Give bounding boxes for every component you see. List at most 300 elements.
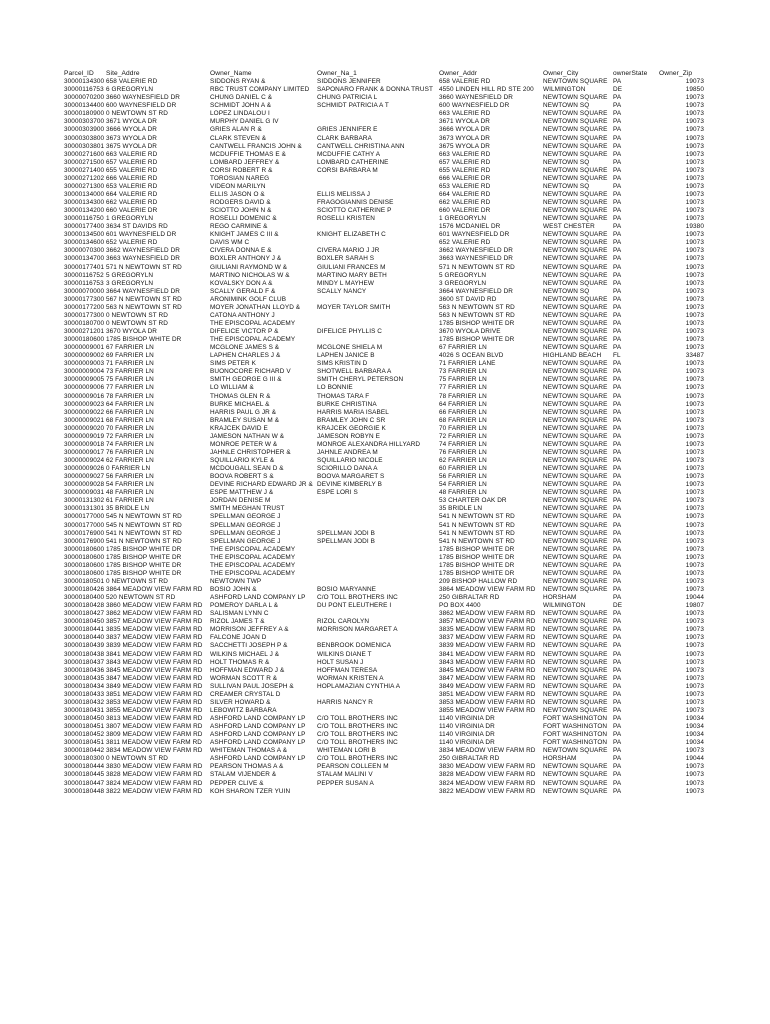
cell-owner-city: NEWTOWN SQUARE <box>543 690 608 698</box>
cell-owner-city: NEWTOWN SQUARE <box>543 626 608 634</box>
cell-owner-city: NEWTOWN SQUARE <box>543 336 608 344</box>
cell-owner-address: 3851 MEADOW VIEW FARM RD <box>439 690 536 698</box>
cell-owner-address: 209 BISHOP HALLOW RD <box>439 577 518 585</box>
cell-owner-city: NEWTOWN SQUARE <box>543 110 608 118</box>
cell-site-address: 70 FARRIER LN <box>106 424 154 432</box>
cell-parcel-id: 30000303900 <box>64 126 105 134</box>
table-row <box>64 457 706 465</box>
cell-owner-name: THE EPISCOPAL ACADEMY <box>210 336 296 344</box>
cell-owner-name: THE EPISCOPAL ACADEMY <box>210 545 296 553</box>
cell-site-address: 66 FARRIER LN <box>106 408 154 416</box>
cell-owner-name-2: SCIOTTO CATHERINE P <box>317 207 392 215</box>
cell-owner-name-2: BOOVA MARGARET S <box>317 473 385 481</box>
cell-owner-state: PA <box>613 223 622 231</box>
cell-owner-address: 1140 VIRGINIA DR <box>439 739 495 747</box>
cell-owner-city: NEWTOWN SQUARE <box>543 586 608 593</box>
cell-owner-address: 3670 WYOLA DRIVE <box>439 328 501 335</box>
cell-owner-address: 54 FARRIER LN <box>439 481 487 489</box>
header-owner-zip: Owner_Zip <box>659 70 693 77</box>
cell-owner-name-2 <box>317 513 439 521</box>
cell-owner-name: ASHFORD LAND COMPANY LP <box>210 755 306 763</box>
cell-owner-city: NEWTOWN SQUARE <box>543 279 608 287</box>
cell-owner-state: PA <box>613 569 622 577</box>
cell-parcel-id: 30000009023 <box>64 400 105 408</box>
cell-site-address: 666 VALERIE RD <box>106 174 158 182</box>
cell-owner-name-2: KRAJCEK GEORGIE K <box>317 424 386 432</box>
table-row <box>64 530 706 538</box>
cell-parcel-id: 30000271400 <box>64 166 105 174</box>
cell-owner-name-2 <box>317 562 439 570</box>
cell-owner-state: PA <box>613 384 622 392</box>
cell-owner-state: PA <box>613 319 622 327</box>
cell-site-address: 3849 MEADOW VIEW FARM RD <box>106 682 203 690</box>
cell-owner-address: 663 VALERIE RD <box>439 110 491 118</box>
cell-owner-city: NEWTOWN SQUARE <box>543 440 608 448</box>
cell-owner-name-2: SHOTWELL BARBARA A <box>317 368 392 376</box>
cell-owner-name: THE EPISCOPAL ACADEMY <box>210 569 296 577</box>
cell-parcel-id: 30000176900 <box>64 537 105 545</box>
cell-owner-city: NEWTOWN SQUARE <box>543 505 608 513</box>
cell-owner-address: 571 N NEWTOWN ST RD <box>439 263 515 271</box>
table-row <box>64 441 706 449</box>
cell-owner-zip: 19044 <box>685 594 704 602</box>
cell-owner-state: PA <box>613 521 622 529</box>
cell-site-address: 600 WAYNESFIELD DR <box>106 102 177 110</box>
header-owner-name: Owner_Name <box>210 70 252 77</box>
cell-owner-address: 1576 MCDANIEL DR <box>439 223 501 231</box>
cell-owner-zip: 19073 <box>685 658 704 666</box>
cell-owner-address: 3835 MEADOW VIEW FARM RD <box>439 626 536 634</box>
cell-owner-state: PA <box>613 408 622 416</box>
cell-owner-name: JAHNLE CHRISTOPHER & <box>210 448 291 456</box>
cell-owner-zip: 19073 <box>685 440 704 448</box>
cell-parcel-id: 30000180451 <box>64 739 105 747</box>
cell-parcel-id: 30000009026 <box>64 465 105 473</box>
cell-owner-name-2: C/O TOLL BROTHERS INC <box>317 715 398 722</box>
cell-site-address: 54 FARRIER LN <box>106 481 154 489</box>
cell-site-address: 3666 WYOLA DR <box>106 126 158 134</box>
cell-owner-city: NEWTOWN SQUARE <box>543 215 608 223</box>
cell-owner-city: NEWTOWN SQUARE <box>543 537 608 545</box>
cell-owner-name: ASHFORD LAND COMPANY LP <box>210 715 306 722</box>
cell-owner-name-2: C/O TOLL BROTHERS INC <box>317 731 398 739</box>
cell-owner-name-2: CIVERA MARIO J JR <box>317 247 380 255</box>
cell-owner-name-2: SMITH CHERYL PETERSON <box>317 376 404 384</box>
table-row <box>64 578 706 586</box>
parcel-table-sheet <box>64 70 704 796</box>
cell-owner-zip: 19073 <box>685 432 704 440</box>
cell-owner-zip: 19073 <box>685 650 704 658</box>
cell-site-address: 3663 WAYNESFIELD DR <box>106 255 180 263</box>
cell-owner-state: PA <box>613 416 622 424</box>
cell-owner-state: PA <box>613 440 622 448</box>
cell-owner-zip: 19073 <box>685 408 704 416</box>
cell-owner-zip: 19073 <box>685 424 704 432</box>
cell-owner-name: CORSI ROBERT R & <box>210 166 273 174</box>
cell-owner-state: PA <box>613 634 622 642</box>
cell-owner-state: PA <box>613 561 622 569</box>
cell-owner-name-2 <box>317 546 439 554</box>
table-row <box>64 320 706 328</box>
cell-owner-zip: 19073 <box>685 618 704 626</box>
cell-owner-name: ELLIS JASON O & <box>210 190 265 198</box>
cell-site-address: 601 WAYNESFIELD DR <box>106 231 177 239</box>
cell-owner-state: DE <box>613 602 623 610</box>
cell-site-address: 1 GREGORYLN <box>106 215 154 223</box>
table-row <box>64 417 706 425</box>
table-row <box>64 594 706 602</box>
cell-owner-state: PA <box>613 489 622 497</box>
cell-owner-state: PA <box>613 336 622 344</box>
cell-parcel-id: 30000177300 <box>64 311 105 319</box>
cell-owner-address: 563 N NEWTOWN ST RD <box>439 303 515 311</box>
cell-owner-address: 563 N NEWTOWN ST RD <box>439 311 515 319</box>
cell-parcel-id: 30000009020 <box>64 424 105 432</box>
cell-parcel-id: 30000009003 <box>64 360 105 368</box>
cell-owner-name: SULLIVAN PAUL JOSEPH & <box>210 682 294 690</box>
cell-owner-city: NEWTOWN SQUARE <box>543 545 608 553</box>
table-row <box>64 336 706 344</box>
cell-site-address: 3841 MEADOW VIEW FARM RD <box>106 650 203 658</box>
cell-parcel-id: 30000180437 <box>64 658 105 666</box>
cell-owner-state: PA <box>613 199 622 206</box>
table-row <box>64 522 706 530</box>
cell-site-address: 3837 MEADOW VIEW FARM RD <box>106 634 203 642</box>
table-row <box>64 505 706 513</box>
cell-owner-name: LEBOWITZ BARBARA <box>210 706 277 714</box>
cell-parcel-id: 30000180451 <box>64 723 105 731</box>
cell-owner-city: FORT WASHINGTON <box>543 715 608 722</box>
cell-owner-city: HIGHLAND BEACH <box>543 352 602 360</box>
cell-site-address: 662 VALERIE RD <box>106 199 158 206</box>
cell-parcel-id: 30000009017 <box>64 448 105 456</box>
cell-owner-city: NEWTOWN SQUARE <box>543 771 608 779</box>
cell-owner-state: PA <box>613 118 622 126</box>
cell-owner-state: PA <box>613 376 622 384</box>
cell-owner-address: 1785 BISHOP WHITE DR <box>439 561 515 569</box>
cell-site-address: 3822 MEADOW VIEW FARM RD <box>106 787 203 795</box>
cell-owner-name: ASHFORD LAND COMPANY LP <box>210 739 306 747</box>
cell-owner-address: 70 FARRIER LN <box>439 424 487 432</box>
cell-parcel-id: 30000009018 <box>64 440 105 448</box>
cell-owner-address: 3662 WAYNESFIELD DR <box>439 247 513 255</box>
cell-owner-city: NEWTOWN SQUARE <box>543 513 608 521</box>
cell-owner-name-2 <box>317 336 439 344</box>
cell-owner-city: NEWTOWN SQ <box>543 102 590 110</box>
cell-owner-address: 1785 BISHOP WHITE DR <box>439 569 515 577</box>
cell-owner-name-2: RIZOL CAROLYN <box>317 618 370 626</box>
cell-parcel-id: 30000271201 <box>64 328 105 335</box>
cell-owner-address: 660 VALERIE DR <box>439 207 491 215</box>
cell-owner-name-2 <box>317 312 439 320</box>
cell-owner-address: 3855 MEADOW VIEW FARM RD <box>439 706 536 714</box>
cell-site-address: 3847 MEADOW VIEW FARM RD <box>106 674 203 682</box>
cell-owner-name-2 <box>317 707 439 715</box>
cell-owner-name-2: MCDUFFIE CATHY A <box>317 150 381 158</box>
cell-owner-city: WEST CHESTER <box>543 223 595 231</box>
cell-site-address: 660 VALERIE DR <box>106 207 158 215</box>
cell-owner-address: 3847 MEADOW VIEW FARM RD <box>439 674 536 682</box>
cell-owner-name-2: BOXLER SARAH S <box>317 255 375 263</box>
cell-owner-zip: 19073 <box>685 690 704 698</box>
cell-owner-address: 71 FARRIER LANE <box>439 360 496 368</box>
cell-owner-name: CANTWELL FRANCIS JOHN & <box>210 142 302 150</box>
cell-owner-name-2: BENBROOK DOMENICA <box>317 642 392 650</box>
cell-owner-zip: 19807 <box>685 602 704 610</box>
cell-owner-city: NEWTOWN SQUARE <box>543 78 608 86</box>
table-row <box>64 409 706 417</box>
table-row <box>64 707 706 715</box>
cell-owner-zip: 19073 <box>685 513 704 521</box>
cell-site-address: 3843 MEADOW VIEW FARM RD <box>106 658 203 666</box>
cell-owner-address: 3675 WYOLA DR <box>439 142 491 150</box>
cell-parcel-id: 30000134600 <box>64 239 105 247</box>
cell-owner-zip: 19073 <box>685 384 704 392</box>
cell-owner-name-2: DEVINE KIMBERLY B <box>317 481 383 489</box>
cell-site-address: 78 FARRIER LN <box>106 392 154 400</box>
cell-owner-zip: 19073 <box>685 344 704 352</box>
cell-owner-name-2: ELLIS MELISSA J <box>317 190 371 198</box>
cell-owner-name-2: GIULIANI FRANCES M <box>317 263 386 271</box>
cell-owner-state: PA <box>613 182 622 190</box>
table-row <box>64 747 706 755</box>
cell-owner-city: NEWTOWN SQUARE <box>543 416 608 424</box>
cell-owner-name: ASHFORD LAND COMPANY LP <box>210 731 306 739</box>
cell-site-address: 62 FARRIER LN <box>106 457 154 464</box>
cell-owner-address: 3666 WYOLA DR <box>439 126 491 134</box>
table-row <box>64 659 706 667</box>
cell-owner-zip: 19073 <box>685 400 704 408</box>
table-row <box>64 723 706 731</box>
cell-owner-city: NEWTOWN SQUARE <box>543 166 608 174</box>
table-row <box>64 102 706 110</box>
cell-owner-address: 75 FARRIER LN <box>439 376 487 384</box>
cell-owner-name: ASHFORD LAND COMPANY LP <box>210 594 306 602</box>
cell-owner-zip: 19073 <box>685 118 704 126</box>
cell-owner-address: 3 GREGORYLN <box>439 279 487 287</box>
cell-owner-zip: 19073 <box>685 416 704 424</box>
cell-site-address: 541 N NEWTOWN ST RD <box>106 537 182 545</box>
table-row <box>64 739 706 747</box>
cell-site-address: 3664 WAYNESFIELD DR <box>106 287 180 295</box>
cell-owner-address: 3853 MEADOW VIEW FARM RD <box>439 698 536 706</box>
cell-owner-name: VIDEON MARILYN <box>210 182 266 190</box>
cell-owner-state: PA <box>613 457 622 464</box>
cell-owner-city: NEWTOWN SQUARE <box>543 610 608 618</box>
cell-site-address: 0 NEWTOWN ST RD <box>106 319 168 327</box>
cell-owner-name-2: MORRISON MARGARET A <box>317 626 398 634</box>
cell-owner-name-2 <box>317 522 439 530</box>
cell-owner-zip: 19073 <box>685 142 704 150</box>
table-row <box>64 449 706 457</box>
cell-owner-city: NEWTOWN SQUARE <box>543 295 608 303</box>
cell-owner-name: CHUNG DANIEL C & <box>210 94 273 102</box>
cell-owner-zip: 19073 <box>685 448 704 456</box>
cell-owner-address: 250 GIBRALTAR RD <box>439 594 500 602</box>
cell-owner-zip: 19073 <box>685 642 704 650</box>
cell-owner-state: PA <box>613 158 622 166</box>
table-row <box>64 763 706 771</box>
cell-owner-city: NEWTOWN SQUARE <box>543 521 608 529</box>
cell-owner-state: PA <box>613 303 622 311</box>
cell-owner-state: PA <box>613 594 622 602</box>
cell-owner-name: CIVERA DONNA E & <box>210 247 272 255</box>
cell-owner-name: ROSELLI DOMENIC & <box>210 215 277 223</box>
cell-owner-state: PA <box>613 94 622 102</box>
cell-site-address: 652 VALERIE RD <box>106 239 158 247</box>
cell-owner-city: NEWTOWN SQUARE <box>543 465 608 473</box>
cell-owner-address: 1 GREGORYLN <box>439 215 487 223</box>
table-row <box>64 183 706 191</box>
cell-owner-state: PA <box>613 698 622 706</box>
cell-owner-name: BUONOCORE RICHARD V <box>210 368 291 376</box>
cell-owner-address: PO BOX 4400 <box>439 602 481 610</box>
cell-owner-name-2 <box>317 610 439 618</box>
cell-owner-address: 541 N NEWTOWN ST RD <box>439 529 515 537</box>
table-row <box>64 296 706 304</box>
cell-owner-address: 3862 MEADOW VIEW FARM RD <box>439 610 536 618</box>
cell-parcel-id: 30000116750 <box>64 215 104 223</box>
cell-owner-city: NEWTOWN SQUARE <box>543 424 608 432</box>
cell-owner-address: 1785 BISHOP WHITE DR <box>439 545 515 553</box>
cell-owner-state: PA <box>613 626 622 634</box>
cell-site-address: 545 N NEWTOWN ST RD <box>106 513 182 521</box>
table-row <box>64 489 706 497</box>
cell-owner-name: STALAM VIJENDER & <box>210 771 277 779</box>
cell-site-address: 3809 MEADOW VIEW FARM RD <box>106 731 203 739</box>
cell-owner-city: NEWTOWN SQUARE <box>543 779 608 787</box>
cell-owner-state: PA <box>613 473 622 481</box>
cell-site-address: 3839 MEADOW VIEW FARM RD <box>106 642 203 650</box>
cell-site-address: 0 FARRIER LN <box>106 465 151 473</box>
cell-parcel-id: 30000180447 <box>64 779 105 787</box>
cell-owner-state: PA <box>613 513 622 521</box>
cell-owner-state: PA <box>613 618 622 626</box>
cell-owner-zip: 19073 <box>685 529 704 537</box>
cell-owner-zip: 19073 <box>685 473 704 481</box>
cell-parcel-id: 30000180436 <box>64 666 105 674</box>
cell-owner-state: PA <box>613 247 622 255</box>
cell-owner-zip: 19034 <box>685 731 704 739</box>
header-owner-state: ownerState <box>613 70 648 77</box>
cell-owner-name-2: HOFFMAN TERESA <box>317 666 378 674</box>
cell-owner-state: PA <box>613 674 622 682</box>
cell-owner-city: NEWTOWN SQUARE <box>543 231 608 239</box>
cell-owner-name: ESPE MATTHEW J & <box>210 489 274 497</box>
cell-owner-city: NEWTOWN SQUARE <box>543 134 608 142</box>
cell-owner-city: WILMINGTON <box>543 602 586 610</box>
cell-owner-city: NEWTOWN SQUARE <box>543 658 608 666</box>
cell-parcel-id: 30000180439 <box>64 642 105 650</box>
cell-site-address: 3675 WYOLA DR <box>106 142 158 150</box>
cell-owner-address: 3864 MEADOW VIEW FARM RD <box>439 586 536 593</box>
cell-owner-address: 1140 VIRGINIA DR <box>439 715 495 722</box>
cell-parcel-id: 30000009005 <box>64 376 105 384</box>
cell-owner-address: 3857 MEADOW VIEW FARM RD <box>439 618 536 626</box>
cell-parcel-id: 30000180433 <box>64 690 105 698</box>
cell-owner-address: 1785 BISHOP WHITE DR <box>439 336 515 344</box>
cell-owner-address: 68 FARRIER LN <box>439 416 487 424</box>
cell-owner-name: DAVIS WM C <box>210 239 250 247</box>
cell-parcel-id: 30000177200 <box>64 303 105 311</box>
cell-owner-name: THE EPISCOPAL ACADEMY <box>210 561 296 569</box>
cell-owner-address: 666 VALERIE DR <box>439 174 491 182</box>
cell-owner-address: 600 WAYNESFIELD DR <box>439 102 510 110</box>
cell-owner-city: NEWTOWN SQUARE <box>543 199 608 206</box>
cell-owner-name: CATONA ANTHONY J <box>210 311 275 319</box>
table-row <box>64 699 706 707</box>
cell-parcel-id: 30000116753 <box>64 279 104 287</box>
cell-site-address: 541 N NEWTOWN ST RD <box>106 529 182 537</box>
cell-owner-city: HORSHAM <box>543 594 577 602</box>
cell-site-address: 3855 MEADOW VIEW FARM RD <box>106 706 203 714</box>
cell-site-address: 35 BRIDLE LN <box>106 505 150 513</box>
cell-owner-address: 67 FARRIER LN <box>439 344 487 352</box>
cell-owner-name-2 <box>317 691 439 699</box>
cell-owner-zip: 19044 <box>685 755 704 763</box>
cell-parcel-id: 30000009016 <box>64 392 105 400</box>
cell-site-address: 3634 ST DAVIDS RD <box>106 223 168 231</box>
cell-owner-name: HOLT THOMAS R & <box>210 658 270 666</box>
table-row <box>64 570 706 578</box>
cell-parcel-id: 30000180435 <box>64 674 105 682</box>
cell-parcel-id: 30000009028 <box>64 481 105 489</box>
cell-owner-address: 73 FARRIER LN <box>439 368 487 376</box>
cell-owner-address: 250 GIBRALTAR RD <box>439 755 500 763</box>
cell-owner-state: PA <box>613 392 622 400</box>
cell-owner-name: PEPPER CLIVE & <box>210 779 264 787</box>
cell-owner-name: SACCHETTI JOSEPH P & <box>210 642 288 650</box>
cell-site-address: 73 FARRIER LN <box>106 368 154 376</box>
table-row <box>64 304 706 312</box>
cell-owner-state: PA <box>613 505 622 513</box>
cell-owner-name-2: LAPHEN JANICE B <box>317 352 375 360</box>
cell-owner-name: SMITH GEORGE G III & <box>210 376 282 384</box>
cell-owner-address: 3824 MEADOW VIEW FARM RD <box>439 779 536 787</box>
cell-parcel-id: 30000134000 <box>64 190 105 198</box>
cell-owner-zip: 19073 <box>685 698 704 706</box>
cell-owner-zip: 19073 <box>685 126 704 134</box>
cell-site-address: 72 FARRIER LN <box>106 432 154 440</box>
cell-site-address: 77 FARRIER LN <box>106 384 154 392</box>
cell-owner-state: PA <box>613 747 622 755</box>
table-row <box>64 425 706 433</box>
cell-owner-address: 3671 WYOLA DR <box>439 118 491 126</box>
cell-parcel-id: 30000134300 <box>64 78 105 86</box>
cell-owner-address: 77 FARRIER LN <box>439 384 487 392</box>
cell-site-address: 71 FARRIER LN <box>106 360 154 368</box>
cell-owner-state: PA <box>613 779 622 787</box>
cell-owner-address: 48 FARRIER LN <box>439 489 487 497</box>
cell-site-address: 3811 MEADOW VIEW FARM RD <box>106 739 203 747</box>
cell-parcel-id: 30000180600 <box>64 561 105 569</box>
cell-owner-address: 72 FARRIER LN <box>439 432 487 440</box>
cell-owner-state: PA <box>613 271 622 279</box>
cell-owner-name: SCIOTTO JOHN N & <box>210 207 272 215</box>
cell-site-address: 563 N NEWTOWN ST RD <box>106 303 182 311</box>
cell-owner-city: NEWTOWN SQUARE <box>543 408 608 416</box>
cell-site-address: 68 FARRIER LN <box>106 416 154 424</box>
cell-owner-name: ARONIMINK GOLF CLUB <box>210 295 287 303</box>
cell-owner-name: SPELLMAN GEORGE J <box>210 537 281 545</box>
header-row <box>64 70 706 78</box>
cell-site-address: 3857 MEADOW VIEW FARM RD <box>106 618 203 626</box>
cell-owner-name: MCDUFFIE THOMAS E & <box>210 150 286 158</box>
cell-owner-name: SPELLMAN GEORGE J <box>210 529 281 537</box>
cell-owner-city: NEWTOWN SQUARE <box>543 569 608 577</box>
cell-owner-name: MURPHY DANIEL G IV <box>210 118 279 126</box>
cell-owner-address: 60 FARRIER LN <box>439 465 487 473</box>
